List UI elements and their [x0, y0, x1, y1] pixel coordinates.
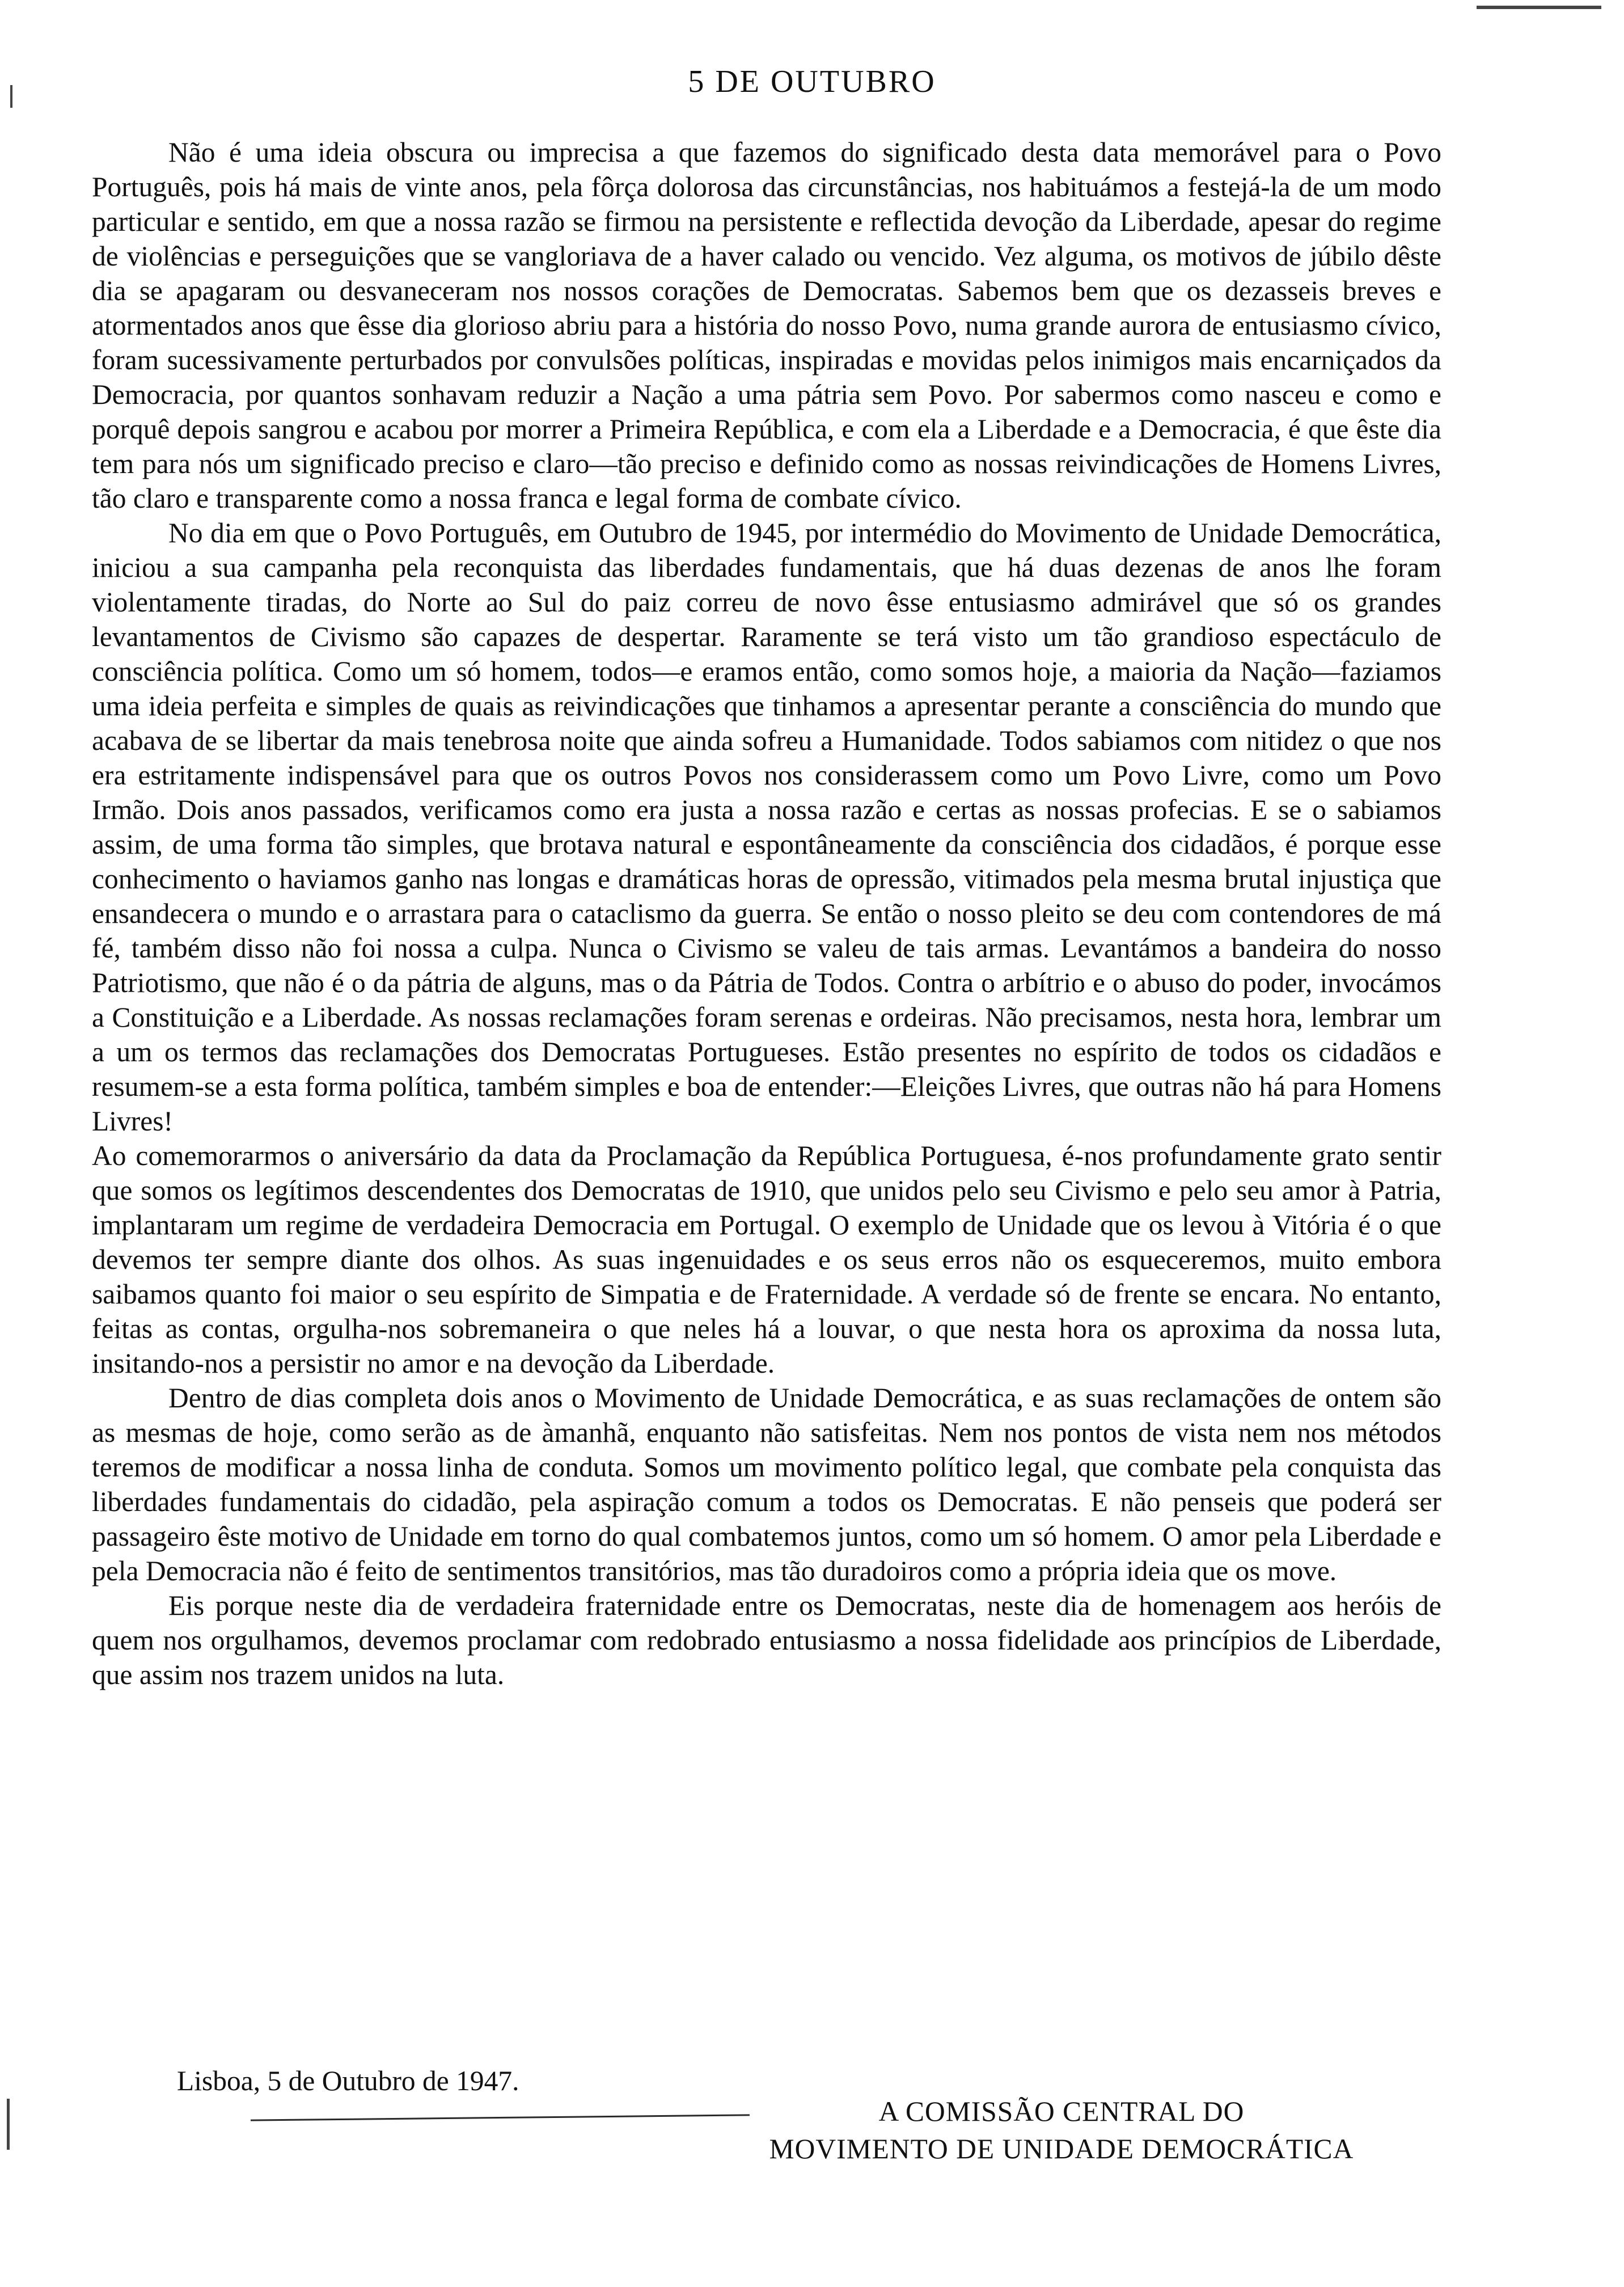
signatory-line-2: MOVIMENTO DE UNIDADE DEMOCRÁTICA — [769, 2133, 1354, 2164]
signature-underline — [251, 2114, 750, 2121]
scan-edge-mark-left — [10, 85, 12, 108]
paragraph-1: Não é uma ideia obscura ou imprecisa a que fazemos do significado desta data memorável para o Povo Português, pois há mais de vinte anos, pela fôrça dolorosa das circunstâncias, nos habituámos a festejá-la de um modo particular e sentido, em que a nossa razão se firmou na persistente e reflectida devoção da Liberdade, apesar do regime de violências e perseguições que se vangloriava de a haver calado ou vencido. Vez alguma, os motivos de júbilo dêste dia se apagaram ou desvaneceram nos nossos corações de Democratas. Sabemos bem que os dezasseis breves e atormentados anos que êsse dia glorioso abriu para a história do nosso Povo, numa grande aurora de entusiasmo cívico, foram sucessivamente perturbados por convulsões políticas, inspiradas e movidas pelos inimigos mais encarniçados da Democracia, por quantos sonhavam reduzir a Nação a uma pátria sem Povo. Por sabermos como nasceu e como e porquê depois sangrou e acabou por morrer a Primeira República, e com ela a Liberdade e a Democracia, é que êste dia tem para nós um significado preciso e claro—tão preciso e definido como as nossas reivindicações de Homens Livres, tão claro e transparente como a nossa franca e legal forma de combate cívico. — [92, 137, 1441, 514]
paragraph-3: Ao comemorarmos o aniversário da data da Proclamação da República Portuguesa, é-nos profundamente grato sentir que somos os legítimos descendentes dos Democratas de 1910, que unidos pelo seu Civismo e pelo seu amor à Patria, implantaram um regime de verdadeira Democracia em Portugal. O exemplo de Unidade que os levou à Vitória é o que devemos ter sempre diante dos olhos. As suas ingenuidades e os seus erros não os esqueceremos, muito embora saibamos quanto foi maior o seu espírito de Simpatia e de Fraternidade. A verdade só de frente se encara. No entanto, feitas as contas, orgulha-nos sobremaneira o que neles há a louvar, o que nesta hora os aproxima da nossa luta, insitando-nos a persistir no amor e na devoção da Liberdade. — [92, 1140, 1441, 1379]
page-title: 5 DE OUTUBRO — [688, 64, 936, 99]
signoff-block — [92, 2065, 1441, 2178]
document-body — [92, 135, 1441, 1692]
scan-edge-mark-top-right — [1477, 6, 1601, 9]
paragraph-5: Eis porque neste dia de verdadeira fraternidade entre os Democratas, neste dia de homenagem aos heróis de quem nos orgulhamos, devemos proclamar com redobrado entusiasmo a nossa fidelidade aos princípios de Liberdade, que assim nos trazem unidos na luta. — [92, 1590, 1441, 1690]
signatory-line-1: A COMISSÃO CENTRAL DO — [878, 2096, 1245, 2127]
signatory — [693, 2093, 1430, 2168]
scan-edge-mark-bottom-left — [7, 2099, 10, 2150]
place-date: Lisboa, 5 de Outubro de 1947. — [177, 2065, 519, 2096]
paragraph-4: Dentro de dias completa dois anos o Movimento de Unidade Democrática, e as suas reclamações de ontem são as mesmas de hoje, como serão as de àmanhã, enquanto não satisfeitas. Nem nos pontos de vista nem nos métodos teremos de modificar a nossa linha de conduta. Somos um movimento político legal, que combate pela conquista das liberdades fundamentais do cidadão, pela aspiração comum a todos os Democratas. E não penseis que poderá ser passageiro êste motivo de Unidade em torno do qual combatemos juntos, como um só homem. O amor pela Liberdade e pela Democracia não é feito de sentimentos transitórios, mas tão duradoiros como a própria ideia que os move. — [92, 1382, 1441, 1586]
paragraph-2: No dia em que o Povo Português, em Outubro de 1945, por intermédio do Movimento de Unidade Democrática, iniciou a sua campanha pela reconquista das liberdades fundamentais, que há duas dezenas de anos lhe foram violentamente tiradas, do Norte ao Sul do paiz correu de novo êsse entusiasmo admirável que só os grandes levantamentos de Civismo são capazes de despertar. Raramente se terá visto um tão grandioso espectáculo de consciência política. Como um só homem, todos—e eramos então, como somos hoje, a maioria da Nação—faziamos uma ideia perfeita e simples de quais as reivindicações que tinhamos a apresentar perante a consciência do mundo que acabava de se libertar da mais tenebrosa noite que ainda sofreu a Humanidade. Todos sabiamos com nitidez o que nos era estritamente indispensável para que os outros Povos nos considerassem como um Povo Livre, como um Povo Irmão. Dois anos passados, verificamos como era justa a nossa razão e certas as nossas profecias. E se o sabiamos assim, de uma forma tão simples, que brotava natural e espontâneamente da consciência dos cidadãos, é porque esse conhecimento o haviamos ganho nas longas e dramáticas horas de opressão, vitimados pela mesma brutal injustiça que ensandecera o mundo e o arrastara para o cataclismo da guerra. Se então o nosso pleito se deu com contendores de má fé, também disso não foi nossa a culpa. Nunca o Civismo se valeu de tais armas. Levantámos a bandeira do nosso Patriotismo, que não é o da pátria de alguns, mas o da Pátria de Todos. Contra o arbítrio e o abuso do poder, invocámos a Constituição e a Liberdade. As nossas reclamações foram serenas e ordeiras. Não precisamos, nesta hora, lembrar um a um os termos das reclamações dos Democratas Portugueses. Estão presentes no espírito de todos os cidadãos e resumem-se a esta forma política, também simples e boa de entender:—Eleições Livres, que outras não há para Homens Livres! — [92, 517, 1441, 1137]
